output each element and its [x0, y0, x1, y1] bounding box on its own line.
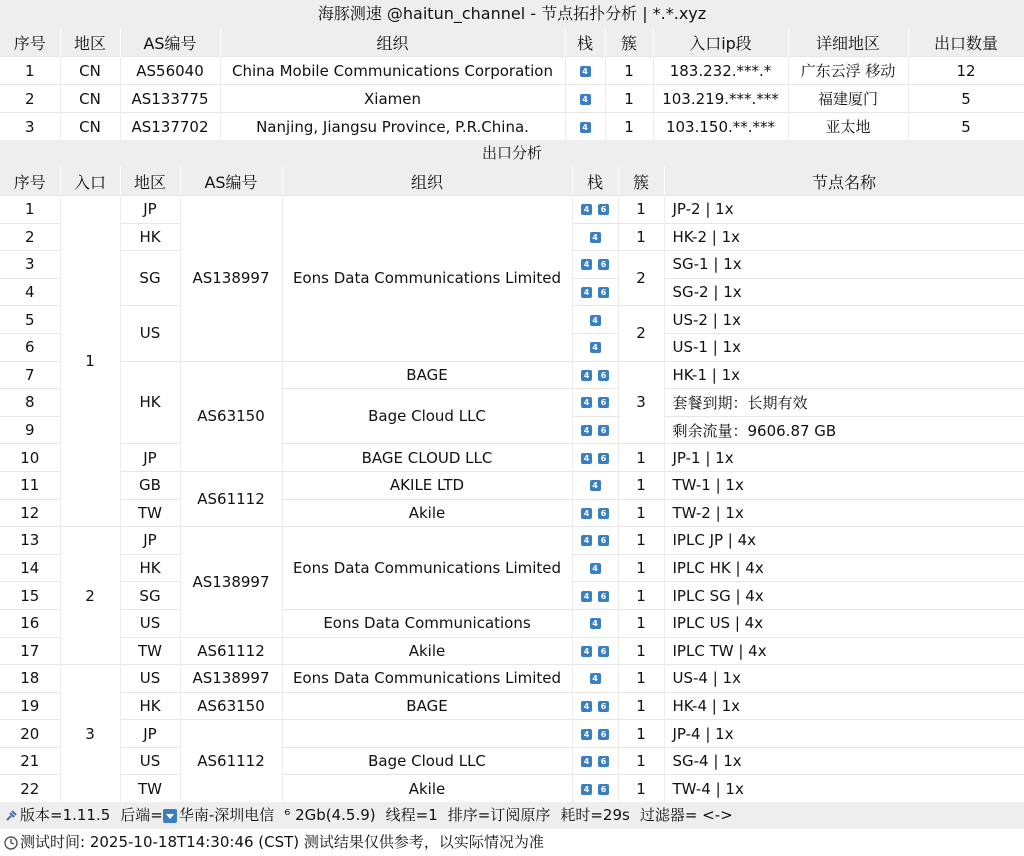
cell-entry: 2	[60, 527, 120, 665]
status-bar	[0, 802, 1024, 829]
ipv6-badge-icon: 6	[598, 756, 609, 767]
entry-header-row	[0, 28, 1024, 57]
ipv6-badge-icon: 6	[598, 453, 609, 464]
cell-cluster: 1	[618, 196, 664, 224]
cell-node-name: TW-4 | 1x	[664, 775, 1024, 802]
cell-stack	[565, 85, 605, 113]
cell-org: AKILE LTD	[282, 471, 572, 499]
cell-node-name: IPLC JP | 4x	[664, 527, 1024, 555]
cell-as: AS61112	[180, 720, 282, 802]
table-row	[0, 444, 1024, 472]
cell-idx: 7	[0, 361, 60, 389]
cell-idx: 3	[0, 251, 60, 279]
cell-region: JP	[120, 196, 180, 224]
cell-as: AS56040	[120, 57, 220, 85]
table-row	[0, 499, 1024, 527]
cell-region: US	[120, 747, 180, 775]
entry-col-stack: 栈	[565, 28, 605, 57]
cell-idx: 10	[0, 444, 60, 472]
ipv4-badge-icon: 4	[581, 508, 592, 519]
exit-col-as: AS编号	[180, 167, 282, 196]
ipv4-badge-icon: 4	[590, 563, 601, 574]
backend-value: 华南-深圳电信	[178, 806, 275, 824]
cell-idx: 15	[0, 582, 60, 610]
cell-entry: 1	[60, 196, 120, 527]
cell-node-name: SG-1 | 1x	[664, 251, 1024, 279]
cell-node-name: IPLC SG | 4x	[664, 582, 1024, 610]
cell-node-name: JP-4 | 1x	[664, 720, 1024, 748]
entry-col-count: 出口数量	[908, 28, 1024, 57]
exit-col-node-name: 节点名称	[664, 167, 1024, 196]
cell-stack	[572, 582, 618, 610]
cell-stack	[572, 196, 618, 224]
version-text: 版本=1.11.5	[20, 806, 111, 824]
clock-icon	[4, 836, 18, 850]
cell-idx: 5	[0, 306, 60, 334]
cell-stack	[572, 278, 618, 306]
ipv6-badge-icon: 6	[598, 535, 609, 546]
cell-org: Eons Data Communications Limited	[282, 196, 572, 362]
exit-col-org: 组织	[282, 167, 572, 196]
cell-org: Eons Data Communications	[282, 609, 572, 637]
cell-cluster: 1	[618, 747, 664, 775]
page-title: 海豚测速 @haitun_channel - 节点拓扑分析 | *.*.xyz	[0, 0, 1024, 28]
cell-stack	[572, 306, 618, 334]
ipv4-badge-icon: 4	[581, 204, 592, 215]
ipv4-badge-icon: 4	[581, 591, 592, 602]
cell-node-name: HK-2 | 1x	[664, 223, 1024, 251]
backend-label: 后端=	[120, 806, 163, 824]
ipv6-note: ⁶ 2Gb(4.5.9)	[284, 806, 376, 824]
ipv4-badge-icon: 4	[581, 784, 592, 795]
exit-section-title: 出口分析	[0, 140, 1024, 167]
cell-org: Eons Data Communications Limited	[282, 527, 572, 610]
download-arrow-icon	[163, 809, 177, 823]
cell-org: Akile	[282, 637, 572, 665]
exit-col-entry: 入口	[60, 167, 120, 196]
exit-col-region: 地区	[120, 167, 180, 196]
cell-idx: 8	[0, 389, 60, 417]
cell-cluster: 1	[618, 692, 664, 720]
cell-idx: 9	[0, 416, 60, 444]
table-row	[0, 775, 1024, 802]
exit-col-idx: 序号	[0, 167, 60, 196]
ipv4-badge-icon: 4	[581, 370, 592, 381]
cell-idx: 20	[0, 720, 60, 748]
cell-ip: 183.232.***.*	[653, 57, 788, 85]
exit-col-cluster: 簇	[618, 167, 664, 196]
elapsed-text: 耗时=29s	[560, 806, 630, 824]
cell-node-name: JP-2 | 1x	[664, 196, 1024, 224]
cell-node-name: JP-1 | 1x	[664, 444, 1024, 472]
cell-cluster: 1	[618, 720, 664, 748]
ipv4-badge-icon: 4	[590, 673, 601, 684]
ipv6-badge-icon: 6	[598, 508, 609, 519]
cell-idx: 22	[0, 775, 60, 802]
cell-node-name: 剩余流量：9606.87 GB	[664, 416, 1024, 444]
cell-as: AS137702	[120, 113, 220, 141]
ipv6-badge-icon: 6	[598, 259, 609, 270]
entry-col-idx: 序号	[0, 28, 60, 57]
cell-org: Bage Cloud LLC	[282, 389, 572, 444]
cell-as: AS138997	[180, 665, 282, 693]
cell-idx: 3	[0, 113, 60, 141]
cell-node-name: HK-4 | 1x	[664, 692, 1024, 720]
cell-as: AS138997	[180, 196, 282, 362]
cell-cluster: 1	[618, 637, 664, 665]
cell-idx: 19	[0, 692, 60, 720]
cell-region: SG	[120, 251, 180, 306]
cell-cluster: 1	[605, 113, 653, 141]
cell-node-name: IPLC HK | 4x	[664, 554, 1024, 582]
cell-idx: 11	[0, 471, 60, 499]
entry-col-as: AS编号	[120, 28, 220, 57]
cell-stack	[572, 775, 618, 802]
ipv4-badge-icon: 4	[590, 315, 601, 326]
ipv6-badge-icon: 6	[598, 370, 609, 381]
cell-org: Nanjing, Jiangsu Province, P.R.China.	[220, 113, 565, 141]
ipv4-badge-icon: 4	[581, 756, 592, 767]
cell-idx: 17	[0, 637, 60, 665]
ipv4-badge-icon: 4	[581, 453, 592, 464]
cell-idx: 14	[0, 554, 60, 582]
cell-org: BAGE	[282, 692, 572, 720]
cell-stack	[572, 251, 618, 279]
cell-cluster: 1	[618, 609, 664, 637]
cell-stack	[572, 471, 618, 499]
cell-node-name: IPLC US | 4x	[664, 609, 1024, 637]
cell-region: HK	[120, 554, 180, 582]
entry-col-cluster: 簇	[605, 28, 653, 57]
ipv6-badge-icon: 6	[598, 701, 609, 712]
cell-idx: 16	[0, 609, 60, 637]
cell-stack	[572, 499, 618, 527]
cell-stack	[572, 747, 618, 775]
filter-text: 过滤器= <->	[639, 806, 733, 824]
table-row	[0, 527, 1024, 555]
table-row	[0, 113, 1024, 141]
cell-idx: 2	[0, 223, 60, 251]
cell-as: AS61112	[180, 471, 282, 526]
cell-region: CN	[60, 85, 120, 113]
ipv4-badge-icon: 4	[580, 122, 591, 133]
ipv4-badge-icon: 4	[590, 342, 601, 353]
cell-cluster: 1	[618, 582, 664, 610]
cell-region: CN	[60, 113, 120, 141]
cell-stack	[572, 554, 618, 582]
cell-org: China Mobile Communications Corporation	[220, 57, 565, 85]
threads-text: 线程=1	[385, 806, 438, 824]
cell-stack	[565, 57, 605, 85]
cell-idx: 21	[0, 747, 60, 775]
ipv6-badge-icon: 6	[598, 287, 609, 298]
cell-org	[282, 720, 572, 748]
cell-region: JP	[120, 527, 180, 555]
cell-region: CN	[60, 57, 120, 85]
entry-table	[0, 28, 1024, 140]
cell-count: 12	[908, 57, 1024, 85]
cell-idx: 6	[0, 333, 60, 361]
cell-idx: 13	[0, 527, 60, 555]
cell-idx: 2	[0, 85, 60, 113]
cell-as: AS63150	[180, 361, 282, 471]
cell-org: Akile	[282, 499, 572, 527]
ipv6-badge-icon: 6	[598, 784, 609, 795]
cell-org: Eons Data Communications Limited	[282, 665, 572, 693]
ipv4-badge-icon: 4	[590, 618, 601, 629]
cell-cluster: 1	[618, 223, 664, 251]
cell-cluster: 2	[618, 251, 664, 306]
ipv6-badge-icon: 6	[598, 204, 609, 215]
cell-node-name: HK-1 | 1x	[664, 361, 1024, 389]
table-row	[0, 361, 1024, 389]
cell-stack	[572, 637, 618, 665]
cell-region: US	[120, 665, 180, 693]
cell-entry: 3	[60, 665, 120, 802]
cell-as: AS61112	[180, 637, 282, 665]
ipv4-badge-icon: 4	[581, 397, 592, 408]
cell-region: TW	[120, 499, 180, 527]
cell-region: GB	[120, 471, 180, 499]
ipv6-badge-icon: 6	[598, 729, 609, 740]
cell-cluster: 1	[618, 554, 664, 582]
cell-org: Akile	[282, 775, 572, 802]
cell-node-name: US-4 | 1x	[664, 665, 1024, 693]
cell-org: Bage Cloud LLC	[282, 747, 572, 775]
cell-as: AS63150	[180, 692, 282, 720]
cell-stack	[572, 416, 618, 444]
ipv4-badge-icon: 4	[581, 646, 592, 657]
table-row	[0, 57, 1024, 85]
entry-col-region: 地区	[60, 28, 120, 57]
ipv6-badge-icon: 6	[598, 397, 609, 408]
table-row	[0, 747, 1024, 775]
ipv4-badge-icon: 4	[581, 425, 592, 436]
ipv4-badge-icon: 4	[581, 701, 592, 712]
cell-location: 广东云浮 移动	[788, 57, 908, 85]
cell-node-name: 套餐到期：长期有效	[664, 389, 1024, 417]
entry-col-location: 详细地区	[788, 28, 908, 57]
sort-text: 排序=订阅原序	[447, 806, 551, 824]
ipv6-badge-icon: 6	[598, 646, 609, 657]
cell-region: JP	[120, 444, 180, 472]
cell-stack	[572, 609, 618, 637]
table-row	[0, 637, 1024, 665]
exit-col-stack: 栈	[572, 167, 618, 196]
exit-header-row	[0, 167, 1024, 196]
cell-region: HK	[120, 223, 180, 251]
cell-node-name: IPLC TW | 4x	[664, 637, 1024, 665]
cell-cluster: 1	[605, 85, 653, 113]
table-row	[0, 609, 1024, 637]
cell-region: HK	[120, 361, 180, 444]
cell-cluster: 1	[618, 499, 664, 527]
cell-idx: 1	[0, 196, 60, 224]
cell-stack	[572, 444, 618, 472]
cell-org: Xiamen	[220, 85, 565, 113]
table-row	[0, 692, 1024, 720]
cell-stack	[572, 692, 618, 720]
cell-stack	[565, 113, 605, 141]
cell-cluster: 1	[605, 57, 653, 85]
cell-cluster: 2	[618, 306, 664, 361]
exit-table	[0, 167, 1024, 802]
ipv4-badge-icon: 4	[590, 232, 601, 243]
ipv6-badge-icon: 6	[598, 425, 609, 436]
cell-idx: 4	[0, 278, 60, 306]
cell-region: TW	[120, 775, 180, 802]
cell-node-name: US-1 | 1x	[664, 333, 1024, 361]
cell-stack	[572, 333, 618, 361]
cell-node-name: TW-2 | 1x	[664, 499, 1024, 527]
cell-stack	[572, 527, 618, 555]
cell-idx: 1	[0, 57, 60, 85]
ipv4-badge-icon: 4	[590, 480, 601, 491]
cell-location: 福建厦门	[788, 85, 908, 113]
cell-idx: 18	[0, 665, 60, 693]
cell-count: 5	[908, 85, 1024, 113]
cell-stack	[572, 720, 618, 748]
entry-col-org: 组织	[220, 28, 565, 57]
ipv4-badge-icon: 4	[581, 535, 592, 546]
cell-stack	[572, 223, 618, 251]
cell-region: SG	[120, 582, 180, 610]
cell-as: AS133775	[120, 85, 220, 113]
cell-node-name: US-2 | 1x	[664, 306, 1024, 334]
table-row	[0, 720, 1024, 748]
ipv4-badge-icon: 4	[581, 729, 592, 740]
table-row	[0, 196, 1024, 224]
cell-stack	[572, 665, 618, 693]
cell-ip: 103.219.***.***	[653, 85, 788, 113]
ipv6-badge-icon: 6	[598, 591, 609, 602]
cell-stack	[572, 361, 618, 389]
cell-node-name: SG-4 | 1x	[664, 747, 1024, 775]
ipv4-badge-icon: 4	[580, 94, 591, 105]
cell-idx: 12	[0, 499, 60, 527]
table-row	[0, 471, 1024, 499]
cell-region: US	[120, 609, 180, 637]
cell-as: AS138997	[180, 527, 282, 637]
cell-node-name: TW-1 | 1x	[664, 471, 1024, 499]
cell-org: BAGE CLOUD LLC	[282, 444, 572, 472]
cell-region: US	[120, 306, 180, 361]
ipv4-badge-icon: 4	[581, 259, 592, 270]
exit-table-body	[0, 196, 1024, 803]
ipv4-badge-icon: 4	[581, 287, 592, 298]
table-row	[0, 85, 1024, 113]
test-time-bar	[0, 829, 1024, 856]
cell-region: HK	[120, 692, 180, 720]
cell-cluster: 1	[618, 775, 664, 802]
plug-icon	[4, 809, 18, 823]
cell-region: TW	[120, 637, 180, 665]
cell-cluster: 3	[618, 361, 664, 444]
cell-count: 5	[908, 113, 1024, 141]
cell-cluster: 1	[618, 527, 664, 555]
cell-cluster: 1	[618, 665, 664, 693]
cell-region: JP	[120, 720, 180, 748]
entry-col-ip: 入口ip段	[653, 28, 788, 57]
cell-cluster: 1	[618, 471, 664, 499]
table-row	[0, 665, 1024, 693]
test-time-text: 测试时间: 2025-10-18T14:30:46 (CST) 测试结果仅供参考，以实际情况为准	[20, 833, 544, 851]
cell-cluster: 1	[618, 444, 664, 472]
cell-stack	[572, 389, 618, 417]
cell-ip: 103.150.**.***	[653, 113, 788, 141]
cell-location: 亚太地	[788, 113, 908, 141]
ipv4-badge-icon: 4	[580, 66, 591, 77]
cell-node-name: SG-2 | 1x	[664, 278, 1024, 306]
cell-org: BAGE	[282, 361, 572, 389]
